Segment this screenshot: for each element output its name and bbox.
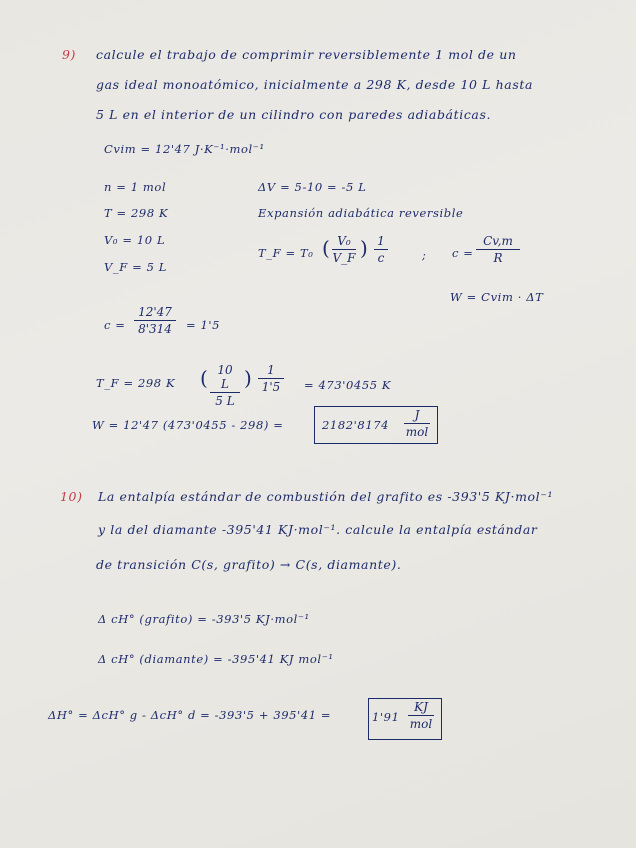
- data-final-volume: V_F = 5 L: [104, 260, 167, 274]
- problem-9-line-2: gas ideal monoatómico, inicialmente a 298 K, desde 10 L hasta: [96, 77, 534, 92]
- delta-h-calc: ΔH° = ΔcH° g - ΔcH° d = -393'5 + 395'41 =: [48, 708, 332, 722]
- problem-9-line-3: 5 L en el interior de un cilindro con paredes adiabáticas.: [96, 107, 492, 122]
- work-formula: W = Cvim · ΔT: [450, 290, 544, 304]
- c-formula-fraction: $\frac{Cv,m}{R}$: [476, 234, 520, 265]
- data-initial-volume: V₀ = 10 L: [104, 233, 166, 247]
- problem-9-number: 9): [62, 47, 77, 62]
- close-paren-2: ): [244, 366, 252, 390]
- diamante-enthalpy: Δ cH° (diamante) = -395'41 KJ mol⁻¹: [98, 652, 334, 666]
- process-type: Expansión adiabática reversible: [258, 206, 464, 220]
- tf-calc-exponent: $\frac{1}{1'5}$: [258, 363, 284, 394]
- grafito-enthalpy: Δ cH° (grafito) = -393'5 KJ·mol⁻¹: [98, 612, 310, 626]
- cvm-given: Cvim = 12'47 J·K⁻¹·mol⁻¹: [104, 142, 265, 156]
- work-unit: J mol: [405, 408, 429, 439]
- problem-10-number: 10): [60, 489, 83, 504]
- tf-formula-lhs: T_F = T₀: [258, 246, 314, 260]
- tf-volume-ratio: $\frac{\text{V₀}}{V\_F}$: [332, 234, 356, 265]
- tf-calc-result: = 473'0455 K: [304, 378, 392, 392]
- problem-10-line-3: de transición C(s, grafito) → C(s, diamante).: [96, 557, 402, 572]
- work-calc: W = 12'47 (473'0455 - 298) =: [92, 418, 284, 432]
- close-paren: ): [360, 236, 368, 260]
- c-formula-lhs: c =: [452, 246, 474, 260]
- work-result: 2182'8174: [322, 418, 390, 432]
- problem-9-line-1: calcule el trabajo de comprimir reversiblemente 1 mol de un: [96, 47, 517, 62]
- delta-h-unit: KJ mol: [409, 700, 433, 731]
- data-temperature: T = 298 K: [104, 206, 169, 220]
- semicolon: ;: [422, 248, 427, 262]
- c-calc-result: = 1'5: [186, 318, 221, 332]
- problem-10-line-2: y la del diamante -395'41 KJ·mol⁻¹. calcule la entalpía estándar: [98, 522, 538, 537]
- delta-volume: ΔV = 5-10 = -5 L: [258, 180, 367, 194]
- open-paren-2: (: [200, 366, 208, 390]
- data-moles: n = 1 mol: [104, 180, 167, 194]
- open-paren: (: [322, 236, 330, 260]
- c-calc-lhs: c =: [104, 318, 126, 332]
- c-calc-fraction: $\frac{12'47}{8'314}$: [134, 305, 176, 336]
- delta-h-result: 1'91: [372, 710, 400, 724]
- tf-calc-volume-ratio: $\frac{10 L}{5 L}$: [210, 363, 240, 408]
- tf-exponent: $\frac{1}{c}$: [374, 234, 388, 265]
- problem-10-line-1: La entalpía estándar de combustión del grafito es -393'5 KJ·mol⁻¹: [98, 489, 554, 504]
- tf-calc-lhs: T_F = 298 K: [96, 376, 176, 390]
